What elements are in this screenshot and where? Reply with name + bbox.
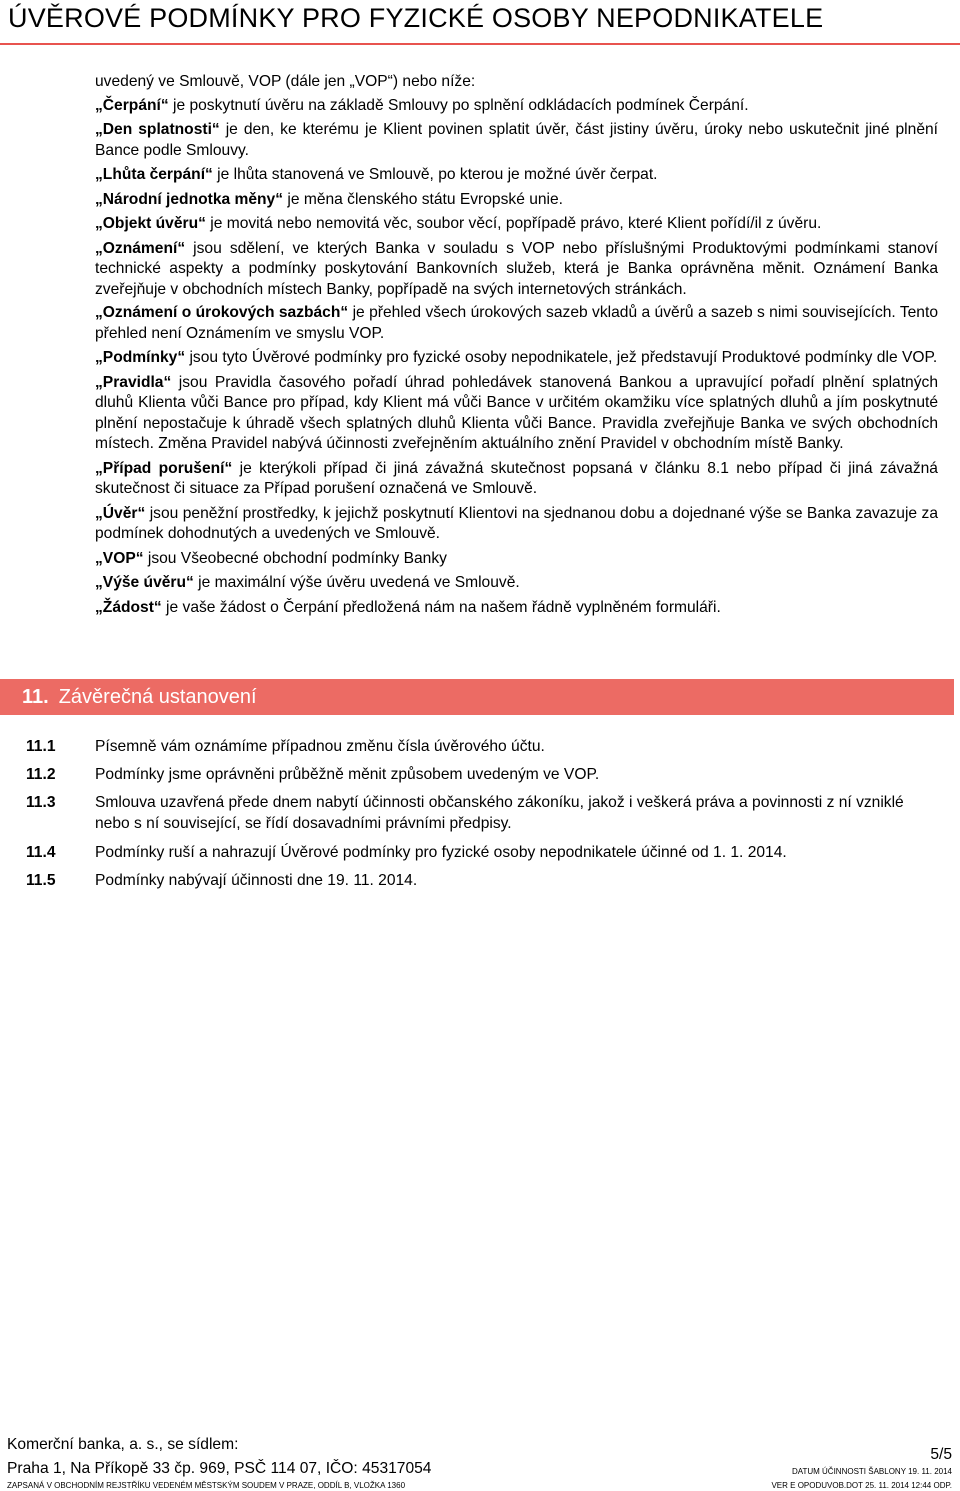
definition-term: „Oznámení“ bbox=[95, 239, 186, 257]
definition-text: je den, ke kterému je Klient povinen splatit úvěr, část jistiny úvěru, úroky nebo uskutečnit jiné plnění Bance podle Smlouvy. bbox=[95, 121, 938, 159]
definition-text: je poskytnutí úvěru na základě Smlouvy po splnění odkládacích podmínek Čerpání. bbox=[168, 96, 749, 114]
clause-text: Podmínky ruší a nahrazují Úvěrové podmínky pro fyzické osoby nepodnikatele účinné od 1. 1. 2014. bbox=[95, 844, 787, 861]
footer-address: Praha 1, Na Příkopě 33 čp. 969, PSČ 114 07, IČO: 45317054 bbox=[7, 1460, 432, 1477]
definition-item bbox=[95, 190, 938, 211]
definition-term: „Oznámení o úrokových sazbách“ bbox=[95, 304, 349, 321]
definition-item bbox=[95, 549, 938, 570]
definition-term: „Případ porušení“ bbox=[95, 459, 233, 477]
clause-text: Podmínky nabývají účinnosti dne 19. 11. 2014. bbox=[95, 872, 418, 889]
definition-text: jsou sdělení, ve kterých Banka v souladu s VOP nebo příslušnými Produktovými podmínkami stanoví technické aspekty a podmínky poskytování Bankovních služeb, která je Banka oprávněna měnit. Oznámení Banka zveřejňuje v obchodních místech Banky, popřípadě na svých internetových stránkách. bbox=[95, 239, 938, 298]
definition-term: „Úvěr“ bbox=[95, 504, 146, 522]
page-number: 5/5 bbox=[930, 1446, 952, 1463]
footer-company: Komerční banka, a. s., se sídlem: bbox=[7, 1436, 239, 1453]
definition-term: „Objekt úvěru“ bbox=[95, 215, 206, 232]
definition-term: „VOP“ bbox=[95, 549, 144, 567]
definition-text: jsou Všeobecné obchodní podmínky Banky bbox=[143, 549, 447, 567]
definitions-list bbox=[95, 72, 938, 620]
clause-text: Smlouva uzavřená přede dnem nabytí účinnosti občanského zákoníku, jakož i veškerá práva a povinnosti z ní vzniklé nebo s ní související, se řídí dosavadními právními předpisy. bbox=[95, 794, 904, 832]
section-label: Závěrečná ustanovení bbox=[58, 686, 257, 708]
definition-term: „Čerpání“ bbox=[95, 96, 169, 114]
definition-term: „Den splatnosti“ bbox=[95, 121, 220, 138]
clause-number: 11.3 bbox=[26, 794, 56, 811]
template-version: VER E OPODUVOB.DOT 25. 11. 2014 12:44 ODP. bbox=[771, 1481, 952, 1490]
template-valid-date: DATUM ÚČINNOSTI ŠABLONY 19. 11. 2014 bbox=[791, 1467, 952, 1476]
clause-text: Písemně vám oznámíme případnou změnu čísla úvěrového účtu. bbox=[95, 738, 545, 755]
definition-text: jsou peněžní prostředky, k jejichž poskytnutí Klientovi na sjednanou dobu a dojednané výše se Banka zavazuje za podmínek dohodnutých a uvedených ve Smlouvě. bbox=[95, 504, 938, 542]
definition-text: je vaše žádost o Čerpání předložená nám na našem řádně vyplněném formuláři. bbox=[161, 598, 721, 616]
section-number: 11. bbox=[22, 686, 49, 708]
title-divider bbox=[0, 43, 960, 45]
definition-item bbox=[95, 214, 938, 235]
definition-text: je přehled všech úrokových sazeb vkladů a úvěrů a sazeb s nimi souvisejících. Tento přehled není Oznámením ve smyslu VOP. bbox=[95, 304, 938, 342]
definition-item bbox=[95, 504, 938, 545]
definition-text: je kterýkoli případ či jiná závažná skutečnost popsaná v článku 8.1 nebo případ či jiná závažná skutečnost či situace za Případ porušení označená ve Smlouvě. bbox=[95, 459, 938, 497]
section-title bbox=[22, 679, 257, 715]
definition-text: jsou tyto Úvěrové podmínky pro fyzické osoby nepodnikatele, jež představují Produktové podmínky dle VOP. bbox=[185, 349, 938, 366]
definition-text: je lhůta stanovená ve Smlouvě, po kterou je možné úvěr čerpat. bbox=[212, 166, 658, 183]
clause-text: Podmínky jsme oprávněni průběžně měnit způsobem uvedeným ve VOP. bbox=[95, 766, 600, 783]
definition-item bbox=[95, 348, 938, 369]
definition-term: „Národní jednotka měny“ bbox=[95, 190, 284, 208]
definition-term: „Žádost“ bbox=[95, 598, 162, 616]
definition-text: jsou Pravidla časového pořadí úhrad pohledávek stanovená Bankou a upravující pořadí plnění splatných dluhů Klienta vůči Bance pro případ, kdy Klient má vůči Bance v určitém okamžiku více splatných dluhů a jím poskytnuté plnění nepostačuje k úhradě všech splatných dluhů Klienta vůči Bance. Pravidla zveřejňuje Banka ve svých obchodních místech. Změna Pravidel nabývá účinnosti zveřejněním aktuálního znění Pravidel v obchodním místě Banky. bbox=[95, 373, 938, 452]
definition-text: je movitá nebo nemovitá věc, soubor věcí, popřípadě právo, které Klient pořídí/il z úvěru. bbox=[205, 215, 822, 232]
definition-item bbox=[95, 120, 938, 161]
definition-item bbox=[95, 598, 938, 619]
definition-item bbox=[95, 165, 938, 186]
footer-register: ZAPSANÁ V OBCHODNÍM REJSTŘÍKU VEDENÉM MĚSTSKÝM SOUDEM V PRAZE, ODDÍL B, VLOŽKA 1360 bbox=[7, 1481, 406, 1490]
definition-item bbox=[95, 239, 938, 301]
definition-term: „Podmínky“ bbox=[95, 349, 186, 366]
definition-term: „Výše úvěru“ bbox=[95, 574, 194, 591]
clause-number: 11.2 bbox=[26, 766, 56, 783]
definition-item bbox=[95, 459, 938, 500]
clause-number: 11.1 bbox=[26, 738, 56, 755]
clause-number: 11.4 bbox=[26, 844, 56, 861]
section-header bbox=[0, 679, 954, 715]
definition-term: „Pravidla“ bbox=[95, 373, 172, 391]
definition-item bbox=[95, 373, 938, 455]
definition-item bbox=[95, 573, 938, 594]
definition-item bbox=[95, 96, 938, 117]
definition-term: „Lhůta čerpání“ bbox=[95, 166, 213, 183]
definitions-intro: uvedený ve Smlouvě, VOP (dále jen „VOP“) nebo níže: bbox=[95, 73, 476, 90]
definition-text: je maximální výše úvěru uvedená ve Smlouvě. bbox=[193, 574, 520, 591]
definition-item bbox=[95, 303, 938, 344]
definition-text: je měna členského státu Evropské unie. bbox=[283, 190, 564, 208]
clause-number: 11.5 bbox=[26, 872, 56, 889]
page-title: ÚVĚROVÉ PODMÍNKY PRO FYZICKÉ OSOBY NEPODNIKATELE bbox=[8, 3, 824, 33]
